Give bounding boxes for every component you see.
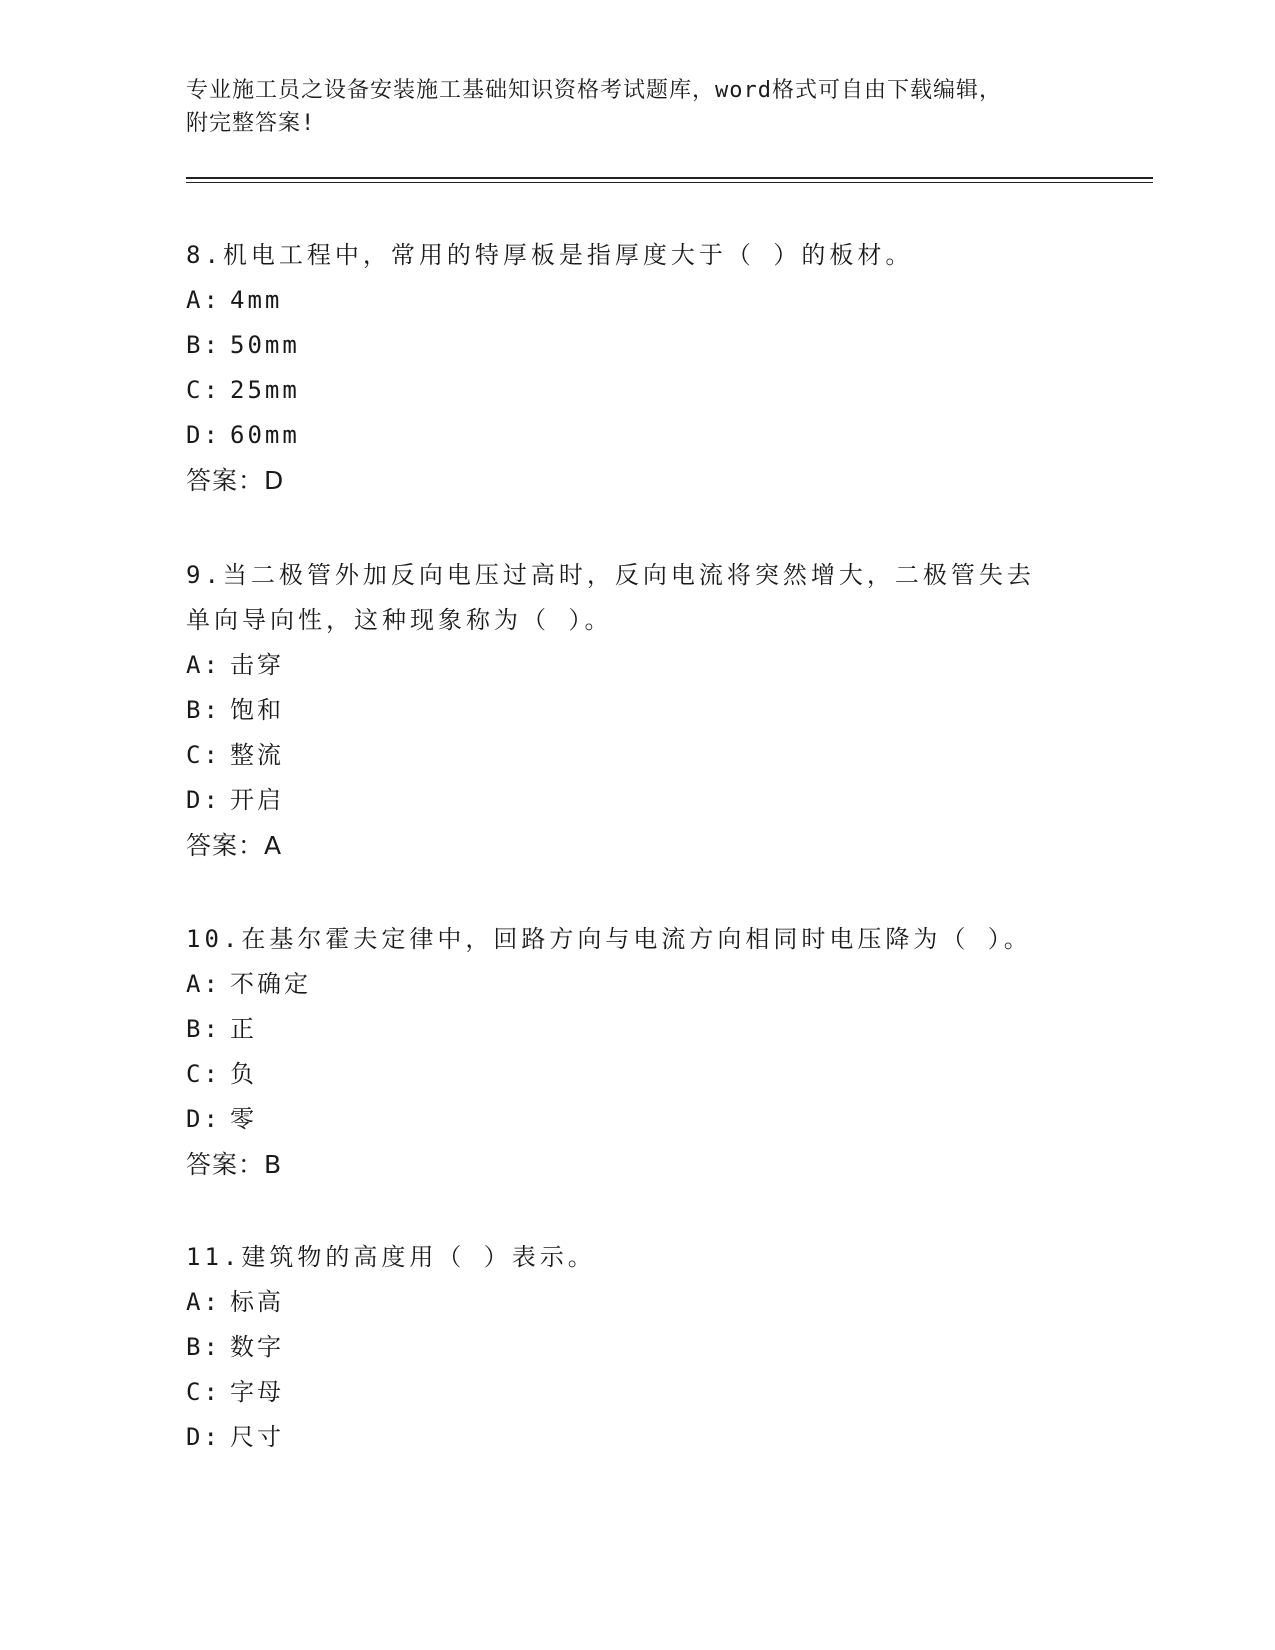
option-text: 50mm: [230, 331, 300, 359]
option-key: A:: [186, 970, 221, 998]
option-d: [186, 1097, 1066, 1142]
option-a: [186, 643, 1066, 688]
option-text: 整流: [230, 741, 284, 769]
option-key: D:: [186, 421, 221, 449]
option-text: 负: [230, 1060, 257, 1088]
option-key: B:: [186, 331, 221, 359]
option-b: [186, 1007, 1066, 1052]
header-line-1: 专业施工员之设备安装施工基础知识资格考试题库，word格式可自由下载编辑，: [186, 78, 1002, 103]
answer-line: 答案：B: [186, 1150, 283, 1179]
document-header: [186, 74, 1086, 140]
option-text: 开启: [230, 786, 284, 814]
option-text: 4mm: [230, 286, 283, 314]
option-text: 字母: [230, 1378, 284, 1406]
option-d: [186, 778, 1066, 823]
option-key: B:: [186, 696, 221, 724]
question-stem: 10.在基尔霍夫定律中，回路方向与电流方向相同时电压降为（ ）。: [186, 925, 1032, 953]
option-c: [186, 1052, 1066, 1097]
option-key: C:: [186, 1060, 221, 1088]
option-key: A:: [186, 286, 221, 314]
question-stem: 8.机电工程中，常用的特厚板是指厚度大于（ ）的板材。: [186, 241, 914, 269]
header-divider-thick: [186, 177, 1153, 179]
option-c: [186, 733, 1066, 778]
option-a: [186, 1280, 1066, 1325]
option-b: [186, 323, 1066, 368]
option-text: 数字: [230, 1333, 284, 1361]
option-d: [186, 1415, 1066, 1460]
option-key: A:: [186, 1288, 221, 1316]
option-key: B:: [186, 1333, 221, 1361]
option-key: D:: [186, 1423, 221, 1451]
option-d: [186, 413, 1066, 458]
option-key: C:: [186, 376, 221, 404]
option-key: D:: [186, 786, 221, 814]
option-a: [186, 962, 1066, 1007]
option-text: 25mm: [230, 376, 300, 404]
option-text: 击穿: [230, 651, 284, 679]
question-9: [186, 553, 1066, 868]
option-text: 饱和: [230, 696, 284, 724]
option-b: [186, 1325, 1066, 1370]
option-text: 零: [230, 1105, 257, 1133]
option-text: 标高: [230, 1288, 284, 1316]
option-text: 不确定: [230, 970, 311, 998]
option-key: C:: [186, 741, 221, 769]
question-10: [186, 917, 1066, 1187]
option-text: 60mm: [230, 421, 300, 449]
question-8: [186, 233, 1066, 503]
option-a: [186, 278, 1066, 323]
option-text: 正: [230, 1015, 257, 1043]
header-divider-thin: [186, 182, 1153, 183]
option-key: C:: [186, 1378, 221, 1406]
answer-line: 答案：A: [186, 831, 283, 860]
question-stem: 9.当二极管外加反向电压过高时，反向电流将突然增大，二极管失去: [186, 561, 1035, 589]
question-stem: 11.建筑物的高度用（ ）表示。: [186, 1243, 596, 1271]
option-c: [186, 368, 1066, 413]
option-key: D:: [186, 1105, 221, 1133]
question-11: [186, 1235, 1066, 1460]
option-key: B:: [186, 1015, 221, 1043]
option-c: [186, 1370, 1066, 1415]
option-text: 尺寸: [230, 1423, 284, 1451]
option-key: A:: [186, 651, 221, 679]
question-stem-continued: 单向导向性，这种现象称为（ ）。: [186, 606, 613, 634]
header-line-2: 附完整答案!: [186, 111, 316, 136]
answer-line: 答案：D: [186, 466, 285, 495]
option-b: [186, 688, 1066, 733]
